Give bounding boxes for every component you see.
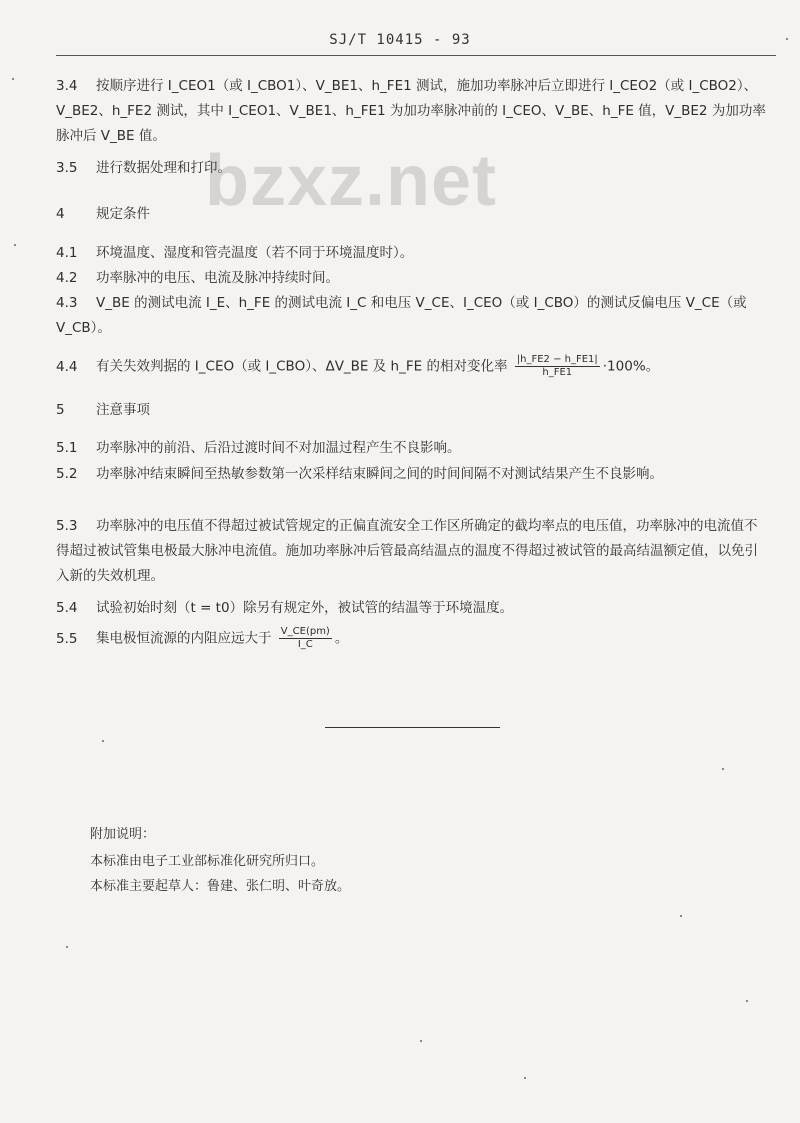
header-divider xyxy=(56,55,776,56)
paragraph-number: 5.1 xyxy=(56,440,78,456)
watermark: bzxz.net xyxy=(205,141,498,221)
paragraph-number: 5.2 xyxy=(56,466,78,482)
paragraph-5-5 xyxy=(56,626,768,652)
paragraph-5-2 xyxy=(56,462,768,487)
standard-code-header: SJ/T 10415 - 93 xyxy=(329,32,471,48)
paragraph-text: V_BE 的测试电流 I_E、h_FE 的测试电流 I_C 和电压 V_CE、I_CEO（或 I_CBO）的测试反偏电压 V_CE（或 V_CB）。 xyxy=(56,295,747,336)
formula-suffix: 。 xyxy=(334,630,349,647)
paragraph-number: 3.4 xyxy=(56,78,78,94)
paragraph-3-4 xyxy=(56,74,768,149)
scan-speck xyxy=(66,946,68,948)
paragraph-5-3 xyxy=(56,514,768,589)
scan-speck xyxy=(12,78,14,80)
paragraph-4-1 xyxy=(56,241,768,266)
section-5-heading xyxy=(56,398,768,423)
paragraph-number: 3.5 xyxy=(56,160,78,176)
paragraph-4-3 xyxy=(56,291,768,341)
paragraph-number: 4.3 xyxy=(56,295,78,311)
scan-speck xyxy=(722,768,724,770)
paragraph-text: 环境温度、湿度和管壳温度（若不同于环境温度时）。 xyxy=(96,245,414,261)
paragraph-number: 4.1 xyxy=(56,245,78,261)
paragraph-number: 4.4 xyxy=(56,358,78,375)
paragraph-4-4 xyxy=(56,354,768,380)
scan-speck xyxy=(14,244,16,246)
scan-speck xyxy=(420,1040,422,1042)
paragraph-text: 有关失效判据的 I_CEO（或 I_CBO）、ΔV_BE 及 h_FE 的相对变化率 xyxy=(96,358,508,375)
paragraph-text: 进行数据处理和打印。 xyxy=(96,160,231,176)
paragraph-text: 功率脉冲的前沿、后沿过渡时间不对加温过程产生不良影响。 xyxy=(96,440,461,456)
paragraph-number: 5.4 xyxy=(56,600,78,616)
paragraph-text: 功率脉冲的电压、电流及脉冲持续时间。 xyxy=(96,270,339,286)
scan-speck xyxy=(786,38,788,40)
formula-suffix: ·100%。 xyxy=(602,358,660,375)
paragraph-number: 4.2 xyxy=(56,270,78,286)
paragraph-text: 功率脉冲的电压值不得超过被试管规定的正偏直流安全工作区所确定的截均率点的电压值，功率脉冲的电流值不得超过被试管集电极最大脉冲电流值。施加功率脉冲后管最高结温点的温度不得超过被试管的最高结温额定值，以免引入新的失效机理。 xyxy=(56,518,758,584)
relative-change-formula xyxy=(515,354,600,379)
internal-resistance-formula xyxy=(279,626,332,651)
scan-speck xyxy=(680,915,682,917)
paragraph-text: 试验初始时刻（t = t0）除另有规定外，被试管的结温等于环境温度。 xyxy=(96,600,514,616)
paragraph-text: 功率脉冲结束瞬间至热敏参数第一次采样结束瞬间之间的时间间隔不对测试结果产生不良影响。 xyxy=(96,466,663,482)
section-number: 4 xyxy=(56,206,65,222)
scan-speck xyxy=(102,740,104,742)
paragraph-text: 集电极恒流源的内阻应远大于 xyxy=(96,630,272,647)
paragraph-5-1 xyxy=(56,436,768,461)
paragraph-text: 按顺序进行 I_CEO1（或 I_CBO1）、V_BE1、h_FE1 测试，施加功率脉冲后立即进行 I_CEO2（或 I_CBO2）、V_BE2、h_FE2 测试，其中 I_CEO1、V_BE1、h_FE1 为加功率脉冲前的 I_CEO、V_BE、h_FE 值，V_BE2 为加功率脉冲后 V_BE 值。 xyxy=(56,78,766,144)
paragraph-5-4 xyxy=(56,596,768,621)
additional-note-title: 附加说明： xyxy=(90,827,156,842)
formula-denominator: h_FE1 xyxy=(542,367,573,378)
section-4-heading xyxy=(56,202,768,227)
formula-numerator: V_CE(pm) xyxy=(280,626,330,637)
scan-speck xyxy=(524,1077,526,1079)
section-title: 规定条件 xyxy=(96,206,150,222)
paragraph-number: 5.3 xyxy=(56,518,78,534)
section-title: 注意事项 xyxy=(96,402,150,418)
paragraph-3-5 xyxy=(56,156,768,181)
formula-denominator: I_C xyxy=(297,639,313,650)
section-number: 5 xyxy=(56,402,65,418)
additional-note-line: 本标准主要起草人：鲁建、张仁明、叶奇放。 xyxy=(90,879,351,894)
additional-note-line: 本标准由电子工业部标准化研究所归口。 xyxy=(90,854,325,869)
end-of-text-rule xyxy=(325,727,500,728)
scan-speck xyxy=(746,1000,748,1002)
formula-numerator: |h_FE2 − h_FE1| xyxy=(516,354,598,365)
paragraph-number: 5.5 xyxy=(56,630,78,647)
paragraph-4-2 xyxy=(56,266,768,291)
